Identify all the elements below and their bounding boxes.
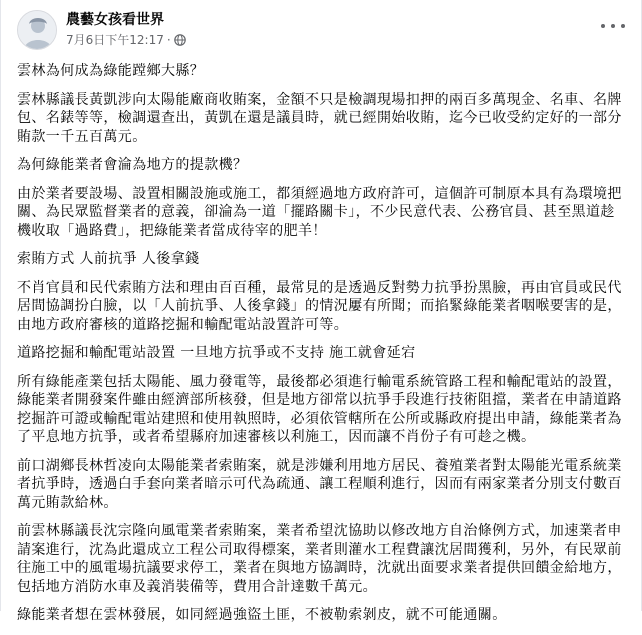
post-paragraph: 綠能業者想在雲林發展，如同經過強盜土匪，不被勒索剝皮，就不可能通關。 [17, 607, 507, 623]
post-timestamp[interactable]: 7月6日下午12:17 [66, 33, 164, 47]
post-header [17, 10, 629, 54]
author-name[interactable]: 農藝女孩看世界 [66, 12, 164, 28]
post-paragraph: 由於業者要設場、設置相關設施或施工，都須經過地方政府許可，這個許可制原本具有為環境把關、為民眾監督業者的意義，卻淪為一道「擺路關卡」，不少民意代表、公務官員、甚至黑道趁機收取「過路費」，把綠能業者當成待宰的肥羊！ [17, 185, 622, 239]
post-paragraph: 不肖官員和民代索賄方法和理由百百種，最常見的是透過反對勢力抗爭扮黑臉，再由官員或民代居間協調扮白臉，以「人前抗爭、人後拿錢」的情況屢有所聞；而掐緊綠能業者咽喉要害的是，由地方政府審核的道路挖掘和輸配電站設置許可等。 [17, 279, 622, 333]
post-paragraph: 為何綠能業者會淪為地方的提款機？ [17, 157, 248, 173]
post-paragraph: 前雲林縣議長沈宗隆向風電業者索賄案，業者希望沈協助以修改地方自治條例方式，加速業者申請案進行，沈為此還成立工程公司取得標案，業者則灌水工程費讓沈居間獲利，另外，有民眾前往施工中的風電場抗議要求停工，業者在與地方協調時，沈就出面要求業者提供回饋金給地方，包括地方消防水車及義消裝備等，費用合計達數千萬元。 [17, 523, 622, 595]
post-paragraph: 前口湖鄉長林哲凌向太陽能業者索賄案，就是涉嫌利用地方居民、養殖業者對太陽能光電系統業者抗爭時，透過白手套向業者暗示可代為疏通、讓工程順利進行，因而有兩家業者分別支付數百萬元賄款給林。 [17, 457, 622, 511]
meta-separator: · [166, 33, 171, 47]
post-paragraph: 雲林為何成為綠能蹚鄉大縣？ [17, 63, 205, 79]
post-paragraph: 所有綠能產業包括太陽能、風力發電等，最後都必須進行輸電系統管路工程和輸配電站的設置，綠能業者開發案件雖由經濟部所核發，但是地方卻常以抗爭手段進行技術阻擋，業者在申請道路挖掘許可證或輸配電站建照和使用執照時，必須依管轄所在公所或縣政府提出申請，綠能業者為了平息地方抗爭，或者希望縣府加速審核以利施工，因而讓不肖份子有可趁之機。 [17, 373, 622, 445]
post-meta [66, 32, 186, 48]
post-paragraph: 雲林縣議長黃凱涉向太陽能廠商收賄案，金額不只是檢調現場扣押的兩百多萬現金、名車、名牌包、名錶等等，檢調還查出，黃凱在還是議員時，就已經開始收賄，迄今已收受約定好的一部分賄款一千五百萬元。 [17, 91, 622, 145]
post-paragraph: 道路挖掘和輸配電站設置 一旦地方抗爭或不支持 施工就會延宕 [17, 345, 416, 361]
avatar-image [18, 11, 57, 50]
avatar[interactable] [17, 10, 57, 50]
post-paragraph: 索賄方式 人前抗爭 人後拿錢 [17, 251, 200, 267]
post-body [17, 62, 629, 635]
globe-icon[interactable] [174, 34, 186, 46]
more-options-icon[interactable] [601, 18, 625, 34]
